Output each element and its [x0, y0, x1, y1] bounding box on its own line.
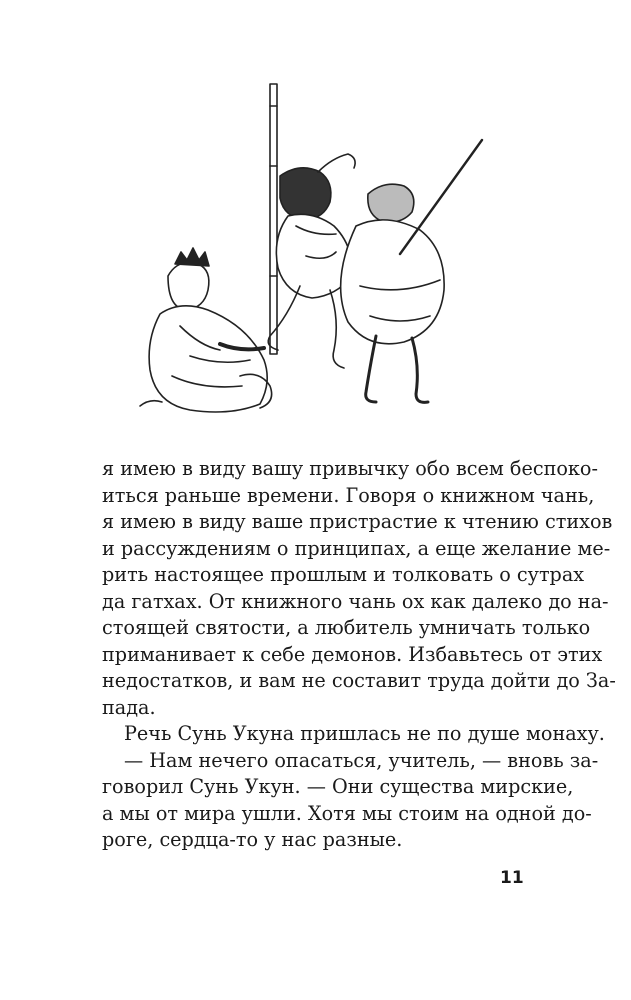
- text-line: а мы от мира ушли. Хотя мы стоим на одной до-: [102, 801, 592, 825]
- body-text: [102, 456, 616, 854]
- text-line: я имею в виду ваше пристрастие к чтению стихов: [102, 510, 613, 533]
- text-line: я имею в виду вашу привычку обо всем беспоко-: [102, 457, 598, 480]
- monkey-staff: [270, 84, 277, 354]
- text-line: приманивает к себе демонов. Избавьтесь от этих: [102, 642, 603, 666]
- text-line: недостатков, и вам не составит труда дойти до За-: [102, 669, 616, 692]
- text-line: роге, сердца-то у нас разные.: [102, 828, 403, 851]
- text-line: — Нам нечего опасаться, учитель, — вновь за-: [124, 748, 599, 772]
- text-line: стоящей святости, а любитель умничать только: [102, 616, 591, 639]
- text-line: да гатхах. От книжного чань ох как далеко до на-: [102, 589, 609, 613]
- monkey-figure: [268, 154, 355, 368]
- kneeling-figure: [140, 248, 272, 412]
- text-line: пада.: [102, 695, 156, 719]
- pig-figure: [341, 140, 482, 402]
- illustration: [120, 76, 500, 431]
- text-line: и рассуждениям о принципах, а еще желание ме-: [102, 536, 611, 560]
- page-number: 11: [500, 868, 524, 888]
- text-line: иться раньше времени. Говоря о книжном чань,: [102, 483, 595, 507]
- text-line: говорил Сунь Укун. — Они существа мирские,: [102, 775, 574, 798]
- text-line: рить настоящее прошлым и толковать о сутрах: [102, 563, 585, 586]
- text-line: Речь Сунь Укуна пришлась не по душе монаху.: [124, 722, 605, 745]
